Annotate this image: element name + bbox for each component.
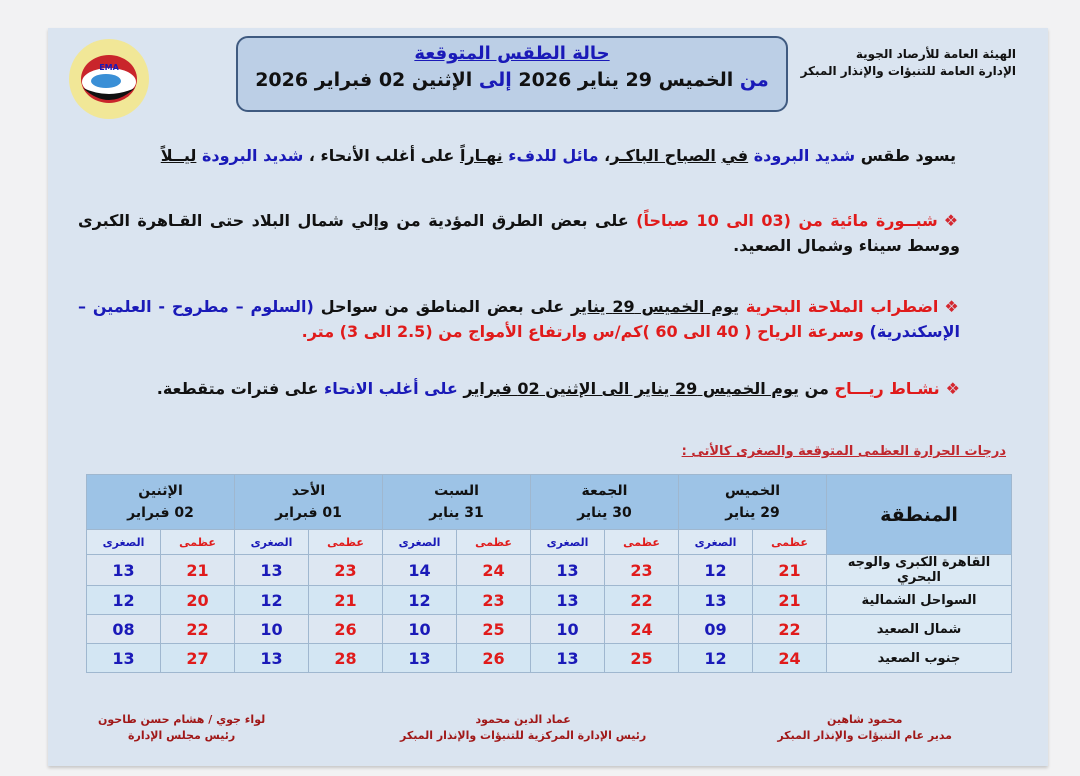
- period-from-word: من: [739, 69, 769, 91]
- organization-header: [801, 46, 1016, 80]
- region-cell: شمال الصعيد: [827, 615, 1012, 644]
- temperature-table-caption: درجات الحرارة العظمى المتوقعة والصغرى كالأتى :: [681, 444, 1006, 459]
- summary-night: ليــلاً: [160, 146, 197, 165]
- min-temp-cell: 13: [531, 586, 605, 615]
- summary-early-morning: الصباح الباكـر: [610, 146, 716, 165]
- fog-alert: [78, 208, 960, 258]
- max-temp-cell: 25: [457, 615, 531, 644]
- max-temp-cell: 24: [457, 555, 531, 586]
- wind-alert-range: يوم الخميس 29 يناير الى الإثنين 02 فبراير: [463, 379, 800, 398]
- period-to-word: إلى: [478, 69, 512, 91]
- min-temp-cell: 13: [531, 555, 605, 586]
- bullet-icon: ❖: [943, 211, 961, 230]
- wind-alert-head: نشـاط ريـــاح: [834, 379, 940, 398]
- signature-name: عماد الدين محمود: [475, 713, 571, 726]
- max-subheader: عظمى: [457, 530, 531, 555]
- max-temp-cell: 22: [161, 615, 235, 644]
- min-temp-cell: 12: [679, 644, 753, 673]
- summary-daytime: نهـاراً: [459, 146, 503, 165]
- ema-logo-icon: [66, 36, 152, 122]
- summary-warm: مائل للدفء: [508, 146, 599, 165]
- min-temp-cell: 12: [235, 586, 309, 615]
- min-temp-cell: 12: [87, 586, 161, 615]
- min-subheader: الصغرى: [87, 530, 161, 555]
- day-header: الإثنين 02 فبراير: [87, 475, 235, 530]
- min-temp-cell: 13: [679, 586, 753, 615]
- bullet-icon: ❖: [944, 297, 961, 316]
- max-temp-cell: 22: [753, 615, 827, 644]
- max-temp-cell: 23: [309, 555, 383, 586]
- signature-title: رئيس مجلس الإدارة: [128, 729, 236, 742]
- marine-alert-mid: على بعض المناطق من سواحل: [320, 297, 565, 316]
- max-subheader: عظمى: [605, 530, 679, 555]
- wind-alert: [78, 376, 960, 401]
- max-temp-cell: 22: [605, 586, 679, 615]
- summary-comma: ،: [604, 146, 611, 165]
- max-temp-cell: 21: [161, 555, 235, 586]
- min-temp-cell: 12: [679, 555, 753, 586]
- fog-alert-body: على بعض الطرق المؤدية من وإلي شمال البلاد حتى القـاهرة الكبرى ووسط سيناء وشمال الصعيد.: [78, 211, 960, 255]
- table-row: [87, 555, 1012, 586]
- signature-name: لواء جوي / هشام حسن طاحون: [98, 713, 266, 726]
- min-temp-cell: 13: [235, 644, 309, 673]
- signature-name: محمود شاهين: [826, 713, 903, 726]
- max-temp-cell: 20: [161, 586, 235, 615]
- summary-text: يسود طقس: [860, 146, 956, 165]
- max-temp-cell: 24: [753, 644, 827, 673]
- temperature-table-body: [87, 555, 1012, 673]
- min-temp-cell: 10: [383, 615, 457, 644]
- max-temp-cell: 21: [753, 586, 827, 615]
- marine-alert-coasts: (السلوم – مطروح - العلمين – الإسكندرية): [78, 297, 960, 341]
- temperature-table: [86, 474, 1012, 673]
- wind-alert-pre: من: [804, 379, 829, 398]
- day-header: السبت 31 يناير: [383, 475, 531, 530]
- marine-alert: [78, 294, 960, 344]
- min-subheader: الصغرى: [679, 530, 753, 555]
- min-temp-cell: 08: [87, 615, 161, 644]
- min-temp-cell: 13: [87, 555, 161, 586]
- min-temp-cell: 13: [383, 644, 457, 673]
- max-temp-cell: 23: [457, 586, 531, 615]
- signature-chairman: [98, 712, 265, 744]
- summary-text: على أغلب الأنحاء ،: [308, 146, 455, 165]
- max-subheader: عظمى: [161, 530, 235, 555]
- title-box: [236, 36, 788, 112]
- min-temp-cell: 14: [383, 555, 457, 586]
- summary-cold-night: شديد البرودة: [201, 146, 304, 165]
- marine-alert-date: يوم الخميس 29 يناير: [571, 297, 739, 316]
- fog-alert-head: شبــورة مائية من (03 الى 10 صباحاً): [636, 211, 938, 230]
- region-cell: القاهرة الكبرى والوجه البحري: [827, 555, 1012, 586]
- signature-title: مدير عام التنبؤات والإنذار المبكر: [777, 729, 952, 742]
- day-header: الأحد 01 فبراير: [235, 475, 383, 530]
- min-subheader: الصغرى: [383, 530, 457, 555]
- summary-cold: شديد البرودة: [753, 146, 856, 165]
- max-temp-cell: 26: [457, 644, 531, 673]
- table-row: [87, 586, 1012, 615]
- max-temp-cell: 27: [161, 644, 235, 673]
- min-temp-cell: 09: [679, 615, 753, 644]
- wind-alert-tail: على فترات متقطعة.: [156, 379, 319, 398]
- day-header: الجمعة 30 يناير: [531, 475, 679, 530]
- day-header: الخميس 29 يناير: [679, 475, 827, 530]
- period-to-date: الإثنين 02 فبراير 2026: [255, 69, 473, 91]
- signature-central-head: [400, 712, 646, 744]
- max-temp-cell: 28: [309, 644, 383, 673]
- region-column-header: المنطقة: [827, 475, 1012, 555]
- max-subheader: عظمى: [309, 530, 383, 555]
- logo-text: EMA: [99, 63, 119, 72]
- min-subheader: الصغرى: [235, 530, 309, 555]
- region-cell: السواحل الشمالية: [827, 586, 1012, 615]
- marine-alert-tail: وسرعة الرياح ( 40 الى 60 )كم/س وارتفاع الأمواج من (2.5 الى 3) متر.: [301, 322, 864, 341]
- max-temp-cell: 25: [605, 644, 679, 673]
- org-department: الإدارة العامة للتنبؤات والإنذار المبكر: [800, 64, 1016, 78]
- min-subheader: الصغرى: [531, 530, 605, 555]
- bullet-icon: ❖: [945, 379, 960, 398]
- weather-summary: [161, 146, 956, 165]
- max-subheader: عظمى: [753, 530, 827, 555]
- max-temp-cell: 24: [605, 615, 679, 644]
- signature-title: رئيس الإدارة المركزية للتنبؤات والإنذار المبكر: [400, 729, 647, 742]
- wind-alert-where: على أغلب الانحاء: [324, 379, 458, 398]
- min-temp-cell: 10: [235, 615, 309, 644]
- marine-alert-head: اضطراب الملاحة البحرية: [745, 297, 939, 316]
- table-row: [87, 615, 1012, 644]
- bulletin-page: [48, 28, 1048, 766]
- max-temp-cell: 21: [753, 555, 827, 586]
- summary-text: في: [721, 146, 749, 165]
- table-row: [87, 644, 1012, 673]
- max-temp-cell: 23: [605, 555, 679, 586]
- min-temp-cell: 13: [235, 555, 309, 586]
- min-temp-cell: 13: [87, 644, 161, 673]
- region-cell: جنوب الصعيد: [827, 644, 1012, 673]
- max-temp-cell: 26: [309, 615, 383, 644]
- min-temp-cell: 10: [531, 615, 605, 644]
- max-temp-cell: 21: [309, 586, 383, 615]
- period-from-date: الخميس 29 يناير 2026: [518, 69, 734, 91]
- bulletin-title: حالة الطقس المتوقعة: [414, 43, 610, 64]
- min-temp-cell: 13: [531, 644, 605, 673]
- org-name: الهيئة العامة للأرصاد الجوية: [855, 47, 1016, 61]
- forecast-period: [238, 69, 786, 91]
- signature-forecast-director: [777, 712, 952, 744]
- min-temp-cell: 12: [383, 586, 457, 615]
